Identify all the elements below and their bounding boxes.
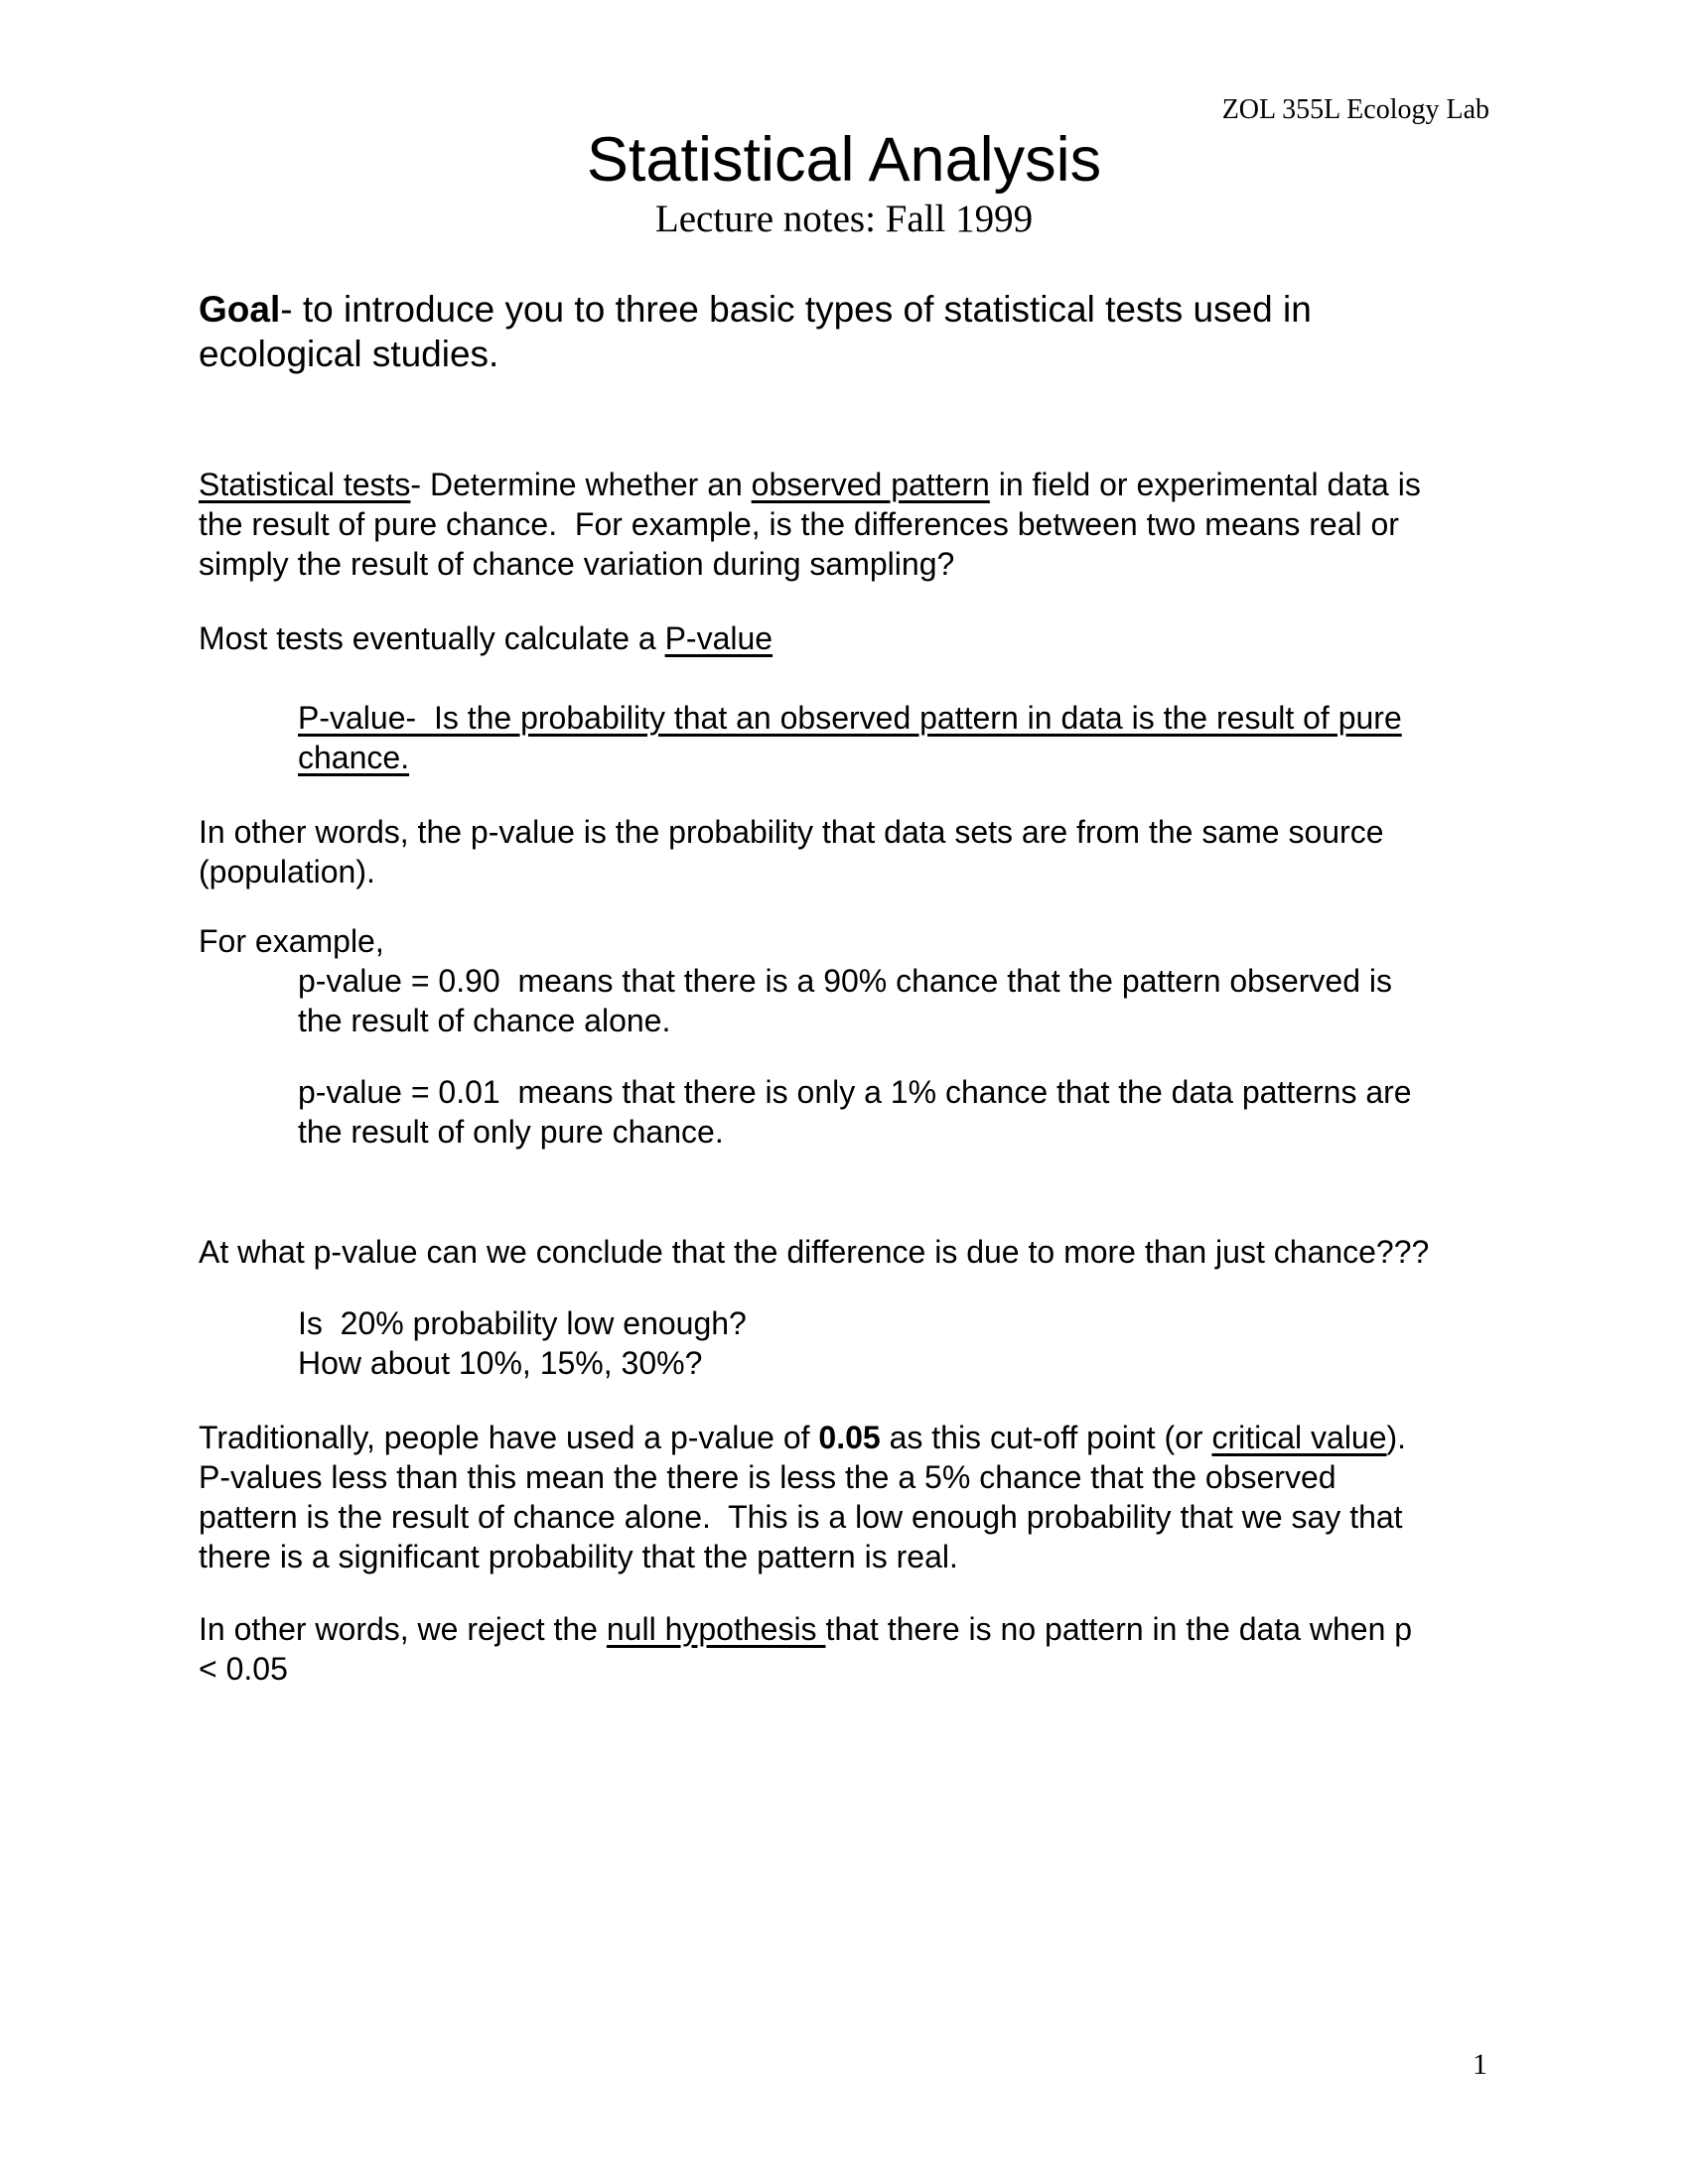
example-p-090-line: p-value = 0.90 means that there is a 90% chance that the pattern observed is (298, 963, 1393, 999)
goal-paragraph-line: ecological studies. (199, 334, 499, 374)
critical-p-question-line: At what p-value can we conclude that the difference is due to more than just chance??? (199, 1234, 1430, 1270)
page-number: 1 (1473, 2048, 1487, 2081)
p-value-definition (298, 698, 1402, 777)
probability-questions-line: How about 10%, 15%, 30%? (298, 1345, 703, 1381)
example-p-090-line: the result of chance alone. (298, 1003, 671, 1038)
p-value-intro (199, 618, 773, 658)
page-subtitle: Lecture notes: Fall 1999 (654, 198, 1034, 240)
critical-value-paragraph-line: there is a significant probability that the pattern is real. (199, 1539, 958, 1574)
example-p-001-line: p-value = 0.01 means that there is only a 1% chance that the data patterns are (298, 1074, 1412, 1110)
goal-paragraph (199, 287, 1312, 376)
p-value-explanation-line: (population). (199, 854, 375, 889)
statistical-tests-definition-line: Statistical tests- Determine whether an observed pattern in field or experimental data is (199, 467, 1421, 502)
goal-paragraph-line: Goal- to introduce you to three basic types of statistical tests used in (199, 289, 1312, 330)
p-value-explanation (199, 812, 1384, 891)
probability-questions-line: Is 20% probability low enough? (298, 1305, 747, 1341)
example-p-090 (298, 961, 1392, 1040)
critical-p-question (199, 1232, 1429, 1272)
for-example-lead-line: For example, (199, 923, 384, 959)
null-hypothesis-paragraph (199, 1609, 1412, 1689)
critical-value-paragraph-line: Traditionally, people have used a p-value of 0.05 as this cut-off point (or critical value). (199, 1420, 1407, 1455)
statistical-tests-definition-line: simply the result of chance variation during sampling? (199, 546, 955, 582)
example-p-001-line: the result of only pure chance. (298, 1114, 724, 1150)
p-value-intro-line: Most tests eventually calculate a P-value (199, 620, 774, 656)
null-hypothesis-paragraph-line: < 0.05 (199, 1651, 288, 1687)
page-title: Statistical Analysis (586, 125, 1102, 195)
for-example-lead (199, 921, 384, 961)
probability-questions (298, 1303, 747, 1383)
course-header: ZOL 355L Ecology Lab (1221, 94, 1489, 125)
null-hypothesis-paragraph-line: In other words, we reject the null hypothesis that there is no pattern in the data when p (199, 1611, 1413, 1647)
statistical-tests-definition-line: the result of pure chance. For example, is the differences between two means real or (199, 506, 1399, 542)
statistical-tests-definition (199, 465, 1421, 584)
p-value-definition-line: chance. (298, 740, 410, 775)
p-value-definition-line: P-value- Is the probability that an observed pattern in data is the result of pure (298, 700, 1402, 736)
critical-value-paragraph-line: P-values less than this mean the there is less the a 5% chance that the observed (199, 1459, 1336, 1495)
critical-value-paragraph (199, 1418, 1406, 1576)
p-value-explanation-line: In other words, the p-value is the probability that data sets are from the same source (199, 814, 1384, 850)
example-p-001 (298, 1072, 1412, 1152)
critical-value-paragraph-line: pattern is the result of chance alone. This is a low enough probability that we say that (199, 1499, 1403, 1535)
